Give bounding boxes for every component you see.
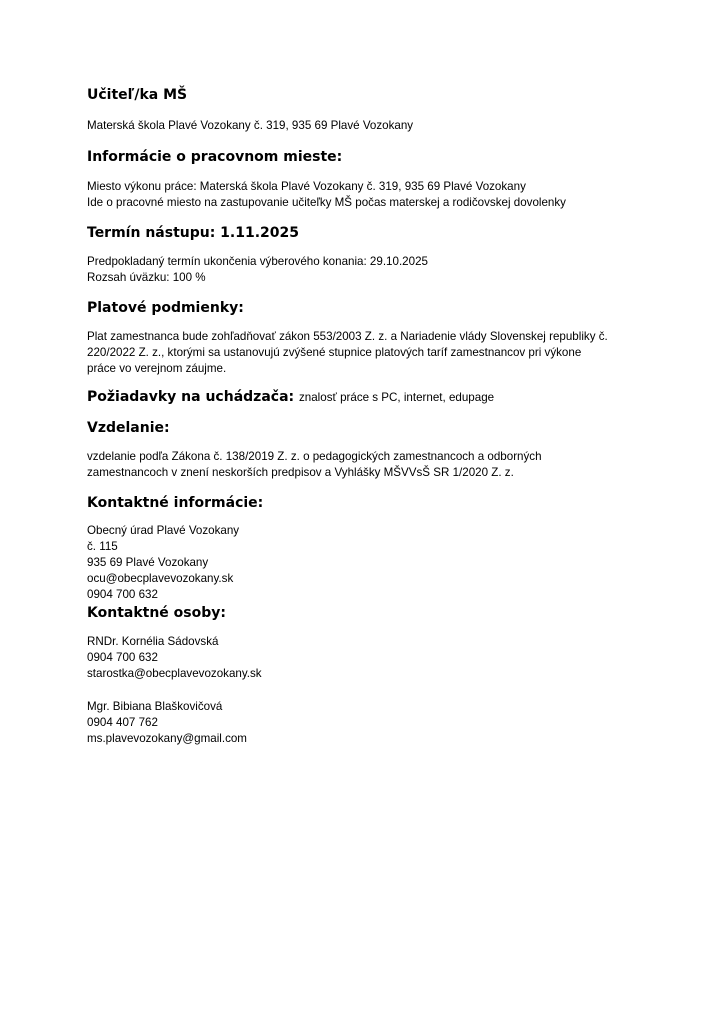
salary-line: 220/2022 Z. z., ktorými sa ustanovujú zvýšené stupnice platových taríf zamestnancov pri výkone [87,346,582,359]
office-street-number: č. 115 [87,540,118,553]
salary-text [87,329,647,377]
salary-line: Plat zamestnanca bude zohľadňovať zákon 553/2003 Z. z. a Nariadenie vlády Slovenskej republiky č. [87,330,608,343]
job-info-heading: Informácie o pracovnom mieste: [87,149,343,165]
contact-persons-heading: Kontaktné osoby: [87,605,226,621]
requirements-heading-label: Požiadavky na uchádzača: [87,389,295,405]
workload-scope: Rozsah úväzku: 100 % [87,271,206,284]
contact-heading: Kontaktné informácie: [87,495,264,511]
office-city: 935 69 Plavé Vozokany [87,556,209,569]
person-email: ms.plavevozokany@gmail.com [87,732,247,745]
education-line: zamestnancoch v znení neskorších predpisov a Vyhlášky MŠVVsŠ SR 1/2020 Z. z. [87,466,514,479]
contact-person-1 [87,634,647,682]
salary-heading: Platové podmienky: [87,300,244,316]
office-phone: 0904 700 632 [87,588,158,601]
job-posting-document [87,86,647,747]
contact-details [87,523,647,603]
person-name: Mgr. Bibiana Blaškovičová [87,700,223,713]
employer-address: Materská škola Plavé Vozokany č. 319, 935 69 Plavé Vozokany [87,119,414,132]
requirements-heading [87,388,647,407]
person-name: RNDr. Kornélia Sádovská [87,635,219,648]
person-phone: 0904 700 632 [87,651,158,664]
job-title: Učiteľ/ka MŠ [87,87,188,103]
education-text [87,449,647,481]
start-date-heading: Termín nástupu: 1.11.2025 [87,225,300,241]
job-info-line: Miesto výkonu práce: Materská škola Plavé Vozokany č. 319, 935 69 Plavé Vozokany [87,180,526,193]
office-email: ocu@obecplavevozokany.sk [87,572,234,585]
requirements-text: znalosť práce s PC, internet, edupage [298,391,495,404]
person-phone: 0904 407 762 [87,716,158,729]
salary-line: práce vo verejnom záujme. [87,362,227,375]
person-email: starostka@obecplavevozokany.sk [87,667,262,680]
selection-end-date: Predpokladaný termín ukončenia výberového konania: 29.10.2025 [87,255,428,268]
job-info-line: Ide o pracovné miesto na zastupovanie učiteľky MŠ počas materskej a rodičovskej dovolenky [87,196,566,209]
start-details [87,254,647,286]
office-name: Obecný úrad Plavé Vozokany [87,524,240,537]
education-heading: Vzdelanie: [87,420,170,436]
education-line: vzdelanie podľa Zákona č. 138/2019 Z. z. o pedagogických zamestnancoch a odborných [87,450,542,463]
job-info-text [87,179,647,211]
contact-person-2 [87,699,647,747]
